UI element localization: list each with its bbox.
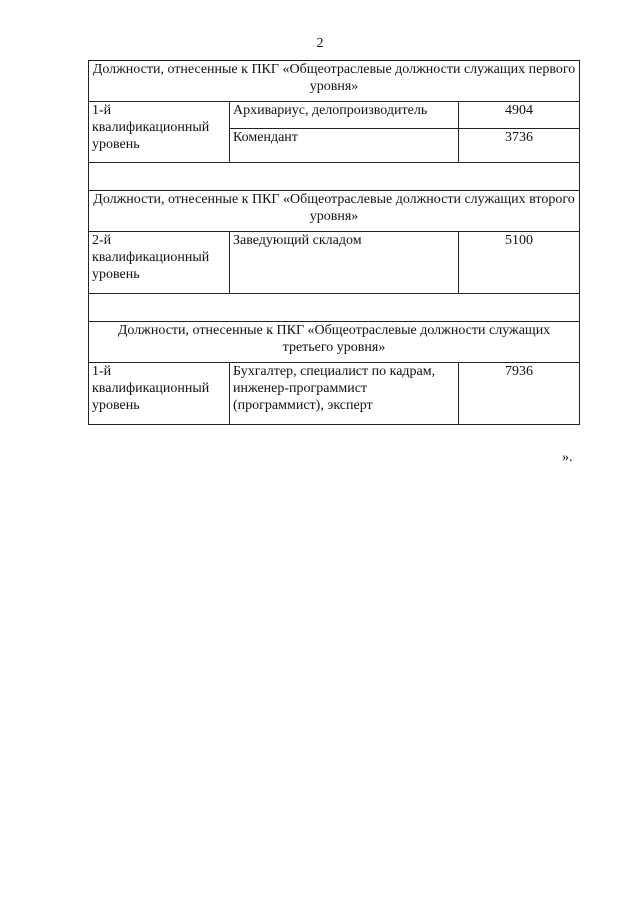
qualification-level: 1-й квалификационный уровень [89,363,230,425]
spacer-row [89,294,580,322]
group-header-row [89,191,580,232]
table-row [89,102,580,129]
group-title: Должности, отнесенные к ПКГ «Общеотраслевые должности служащих первого уровня» [89,61,580,102]
empty-cell [89,163,580,191]
table-row [89,363,580,425]
salary-table [88,60,580,425]
spacer-row [89,163,580,191]
position-name: Архивариус, делопроизводитель [230,102,459,129]
page-number: 2 [316,36,324,51]
qualification-level: 1-й квалификационный уровень [89,102,230,163]
salary-value: 3736 [459,129,580,163]
position-name: Комендант [230,129,459,163]
closing-quote-mark: ». [562,450,573,465]
table-row [89,232,580,294]
group-title: Должности, отнесенные к ПКГ «Общеотраслевые должности служащих второго уровня» [89,191,580,232]
salary-value: 5100 [459,232,580,294]
group-header-row [89,322,580,363]
position-name: Бухгалтер, специалист по кадрам, инженер-программист (программист), эксперт [230,363,459,425]
qualification-level: 2-й квалификационный уровень [89,232,230,294]
empty-cell [89,294,580,322]
group-title: Должности, отнесенные к ПКГ «Общеотраслевые должности служащих третьего уровня» [89,322,580,363]
salary-value: 4904 [459,102,580,129]
group-header-row [89,61,580,102]
position-name: Заведующий складом [230,232,459,294]
salary-value: 7936 [459,363,580,425]
